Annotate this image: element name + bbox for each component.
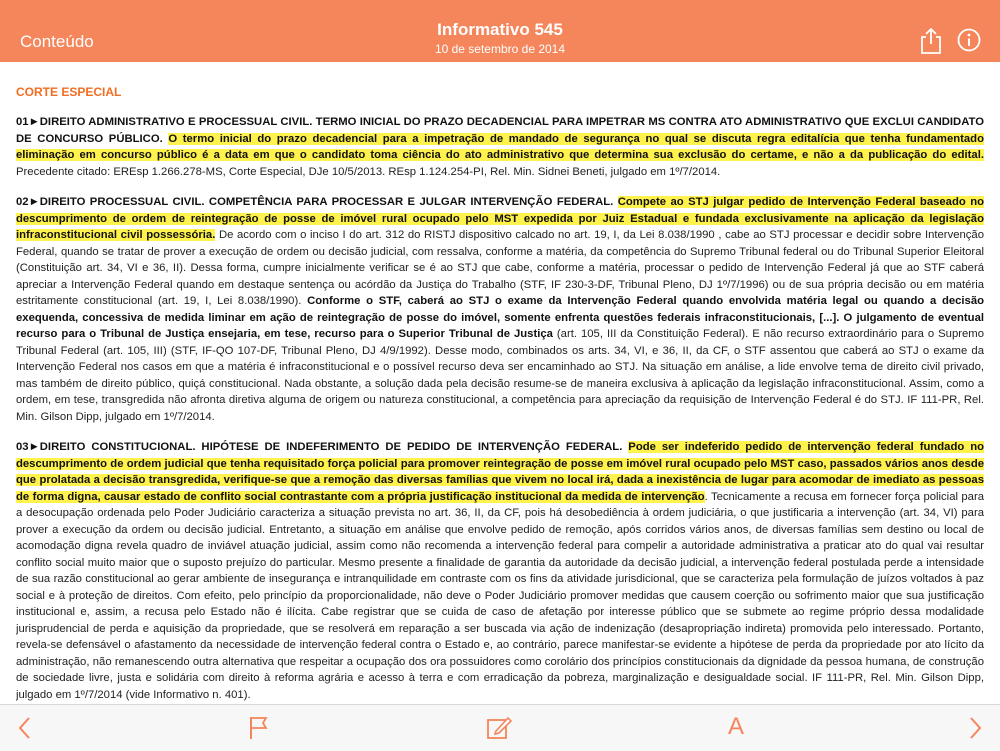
item-number: 01 — [16, 116, 29, 128]
item-02 — [16, 194, 984, 425]
chevron-left-icon[interactable] — [16, 715, 34, 746]
item-body: De acordo com o inciso I do art. 312 do RISTJ dispositivo calcado no art. 19, I, da Lei 8.038/1990 , cabe ao STJ processar e decidir sobre Intervenção Federal, quando se tratar de prover a execução de ordem ou decisão judicial, com ressalva, conforme a matéria, da competência do Supremo Tribunal federal ou do Tribunal Superior Eleitoral (Constituição art. 34, VI e 36, II). Dessa forma, cumpre inicialmente verificar se é ao STJ que cabe, conforme a matéria, processar o pedido de Intervenção Federal já que ao STF caberá apreciar a Intervenção Federal quando em destaque sentença ou acórdão da Justiça do Trabalho (STF, IF 230-3-DF, Tribunal Pleno, DJ 1º/7/1996) ou de sua própria decisão ou em matéria estritamente constitucional (art. 19, I, Lei 8.038/1990). — [16, 229, 984, 307]
top-bar — [0, 0, 1000, 62]
item-number: 03 — [16, 441, 29, 453]
item-summary-highlight: Compete ao STJ julgar pedido de Intervenção Federal baseado no descumprimento de ordem de reintegração de posse de imóvel rural ocupado pelo MST expedida por Juiz Estadual e fundada exclusivamente na aplicação da legislação infraconstitucional civil possessória. — [16, 196, 984, 241]
item-body: . Tecnicamente a recusa em fornecer força policial para a desocupação ordenada pelo Poder Judiciário caracteriza a situação prevista no art. 36, II, da CF, pois há desobediência à ordem judiciária, o que justificaria a intervenção (art. 34, VI) para prover a execução da ordem ou decisão judicial. Entretanto, a situação em análise que envolve pedido de remoção, após corridos vários anos, de diversas famílias sem destino ou local de acomodação digna revela quadro de inviável atuação judicial, assim como não recomenda a intervenção federal para compelir a autoridade administrativa a praticar ato do qual vai resultar conflito social muito maior que o suposto prejuízo do particular. Mesmo presente a finalidade de garantia da autoridade da decisão judicial, a intervenção federal postulada perde a intensidade de sua razão constitucional ao gerar ambiente de insegurança e intranquilidade em contraste com os fins da atividade jurisdicional, que se caracteriza pela formulação de juízos voltados à paz social e à proteção de direitos. Com efeito, pelo princípio da proporcionalidade, não deve o Poder Judiciário promover medidas que causem coerção ou sofrimento maior que sua justificação institucional e, assim, a recusa pelo Estado não é ilícita. Cabe registrar que se cuida de caso de afetação por interesse público que se submete ao regime próprio dessa modalidade jurisprudencial de perda e aquisição da propriedade, que se resolverá em reparação a ser buscada via ação de indenização (desapropriação indireta) promovida pelo interessado. Portanto, revela-se defensável o afastamento da necessidade de intervenção federal contra o Estado e, ao contrário, parece manifestar-se evidente a hipótese de perda da propriedade por ato lícito da administração, não remanescendo outra alternativa que respeitar a ocupação dos ora possuidores como corolário dos princípios constitucionais da dignidade da pessoa humana, de construção de sociedade livre, justa e solidária com direito à reforma agrária e acesso à terra e com erradicação da pobreza, marginalização e desigualdade social. IF 111-PR, Rel. Min. Gilson Dipp, julgado em 1º/7/2014 (vide Informativo n. 401). — [16, 490, 984, 701]
flag-icon[interactable] — [248, 715, 270, 746]
back-to-contents-button[interactable]: Conteúdo — [20, 32, 94, 51]
bottom-toolbar — [0, 704, 1000, 751]
section-title: CORTE ESPECIAL — [16, 85, 122, 99]
item-01 — [16, 114, 984, 180]
item-summary-highlight: Pode ser indeferido pedido de intervenção federal fundado no descumprimento de ordem judicial que tenha requisitado força policial para promover reintegração de posse em imóvel rural ocupado pelo MST caso, passados vários anos desde que prolatada a decisão transgredida, verifique-se que a remoção das diversas famílias que vivem no local irá, dada a inexistência de lugar para acomodar de imediato as pessoas de forma digna, causar estado de conflito social contrastante com a própria justificação institucional da medida de intervenção — [16, 441, 984, 503]
chevron-right-icon[interactable] — [966, 715, 984, 746]
arrow-icon: ► — [28, 196, 40, 208]
font-size-icon[interactable]: A — [728, 713, 745, 740]
edit-icon[interactable] — [486, 715, 512, 746]
item-body: Precedente citado: EREsp 1.266.278-MS, Corte Especial, DJe 10/5/2013. REsp 1.124.254-PI, Rel. Min. Sidnei Beneti, julgado em 1º/7/2014. — [16, 165, 721, 178]
page-title: Informativo 545 — [437, 20, 563, 39]
publication-date: 10 de setembro de 2014 — [434, 42, 566, 56]
item-body-bold: Conforme o STF, caberá ao STJ o exame da Intervenção Federal quando envolvida matéria legal ou quando a decisão exequenda, concessiva de medida liminar em ação de reintegração de posse do imóvel, somente enfrenta questões federais infraconstitucionais, [...]. O julgamento de eventual recurso para o Tribunal de Justiça ensejaria, em tese, recurso para o Superior Tribunal de Justiça — [16, 295, 984, 340]
item-03 — [16, 439, 984, 702]
item-heading: DIREITO ADMINISTRATIVO E PROCESSUAL CIVIL. TERMO INICIAL DO PRAZO DECADENCIAL PARA IMPETRAR MS CONTRA ATO ADMINISTRATIVO QUE EXCLUI CANDIDATO DE CONCURSO PÚBLICO. — [16, 116, 984, 145]
item-body: (art. 105, III da Constituição Federal). E não recurso extraordinário para o Supremo Tribunal Federal (art. 105, III) (STF, IF-QO 107-DF, Tribunal Pleno, DJ 4/9/1992). Desse modo, combinados os arts. 34, VI, e 36, II, da CF, o STF assentou que caberá ao STJ o exame da Intervenção Federal nos casos em que a matéria é infraconstitucional e o possível recurso deva ser encaminhado ao STJ. Na situação em análise, a lide envolve tema de direito civil privado, mas também de direito público, quiçá constitucional. Nada obstante, a solução dada pela decisão resume-se de maneira exclusiva à aplicação da legislação infraconstitucional. Assim, como a ordem, em tese, transgredida não afronta diretiva alguma de origem ou natureza constitucional, a competência para apreciação da requisição de Intervenção Federal é do STJ. IF 111-PR, Rel. Min. Gilson Dipp, julgado em 1º/7/2014. — [16, 328, 984, 423]
article-content — [16, 84, 984, 702]
item-summary-highlight: O termo inicial do prazo decadencial para a impetração de mandado de segurança no qual se discuta regra editalícia que tenha fundamentado eliminação em concurso público é a data em que o candidato toma ciência do ato administrativo que determina sua exclusão do certame, e não a da publicação do edital. — [16, 132, 984, 161]
arrow-icon: ► — [28, 116, 40, 128]
item-heading: DIREITO PROCESSUAL CIVIL. COMPETÊNCIA PARA PROCESSAR E JULGAR INTERVENÇÃO FEDERAL. — [39, 196, 614, 208]
arrow-icon: ► — [28, 441, 40, 453]
item-number: 02 — [16, 196, 29, 208]
share-icon[interactable] — [919, 28, 943, 59]
info-icon[interactable] — [957, 28, 981, 57]
item-heading: DIREITO CONSTITUCIONAL. HIPÓTESE DE INDEFERIMENTO DE PEDIDO DE INTERVENÇÃO FEDERAL. — [39, 441, 623, 453]
